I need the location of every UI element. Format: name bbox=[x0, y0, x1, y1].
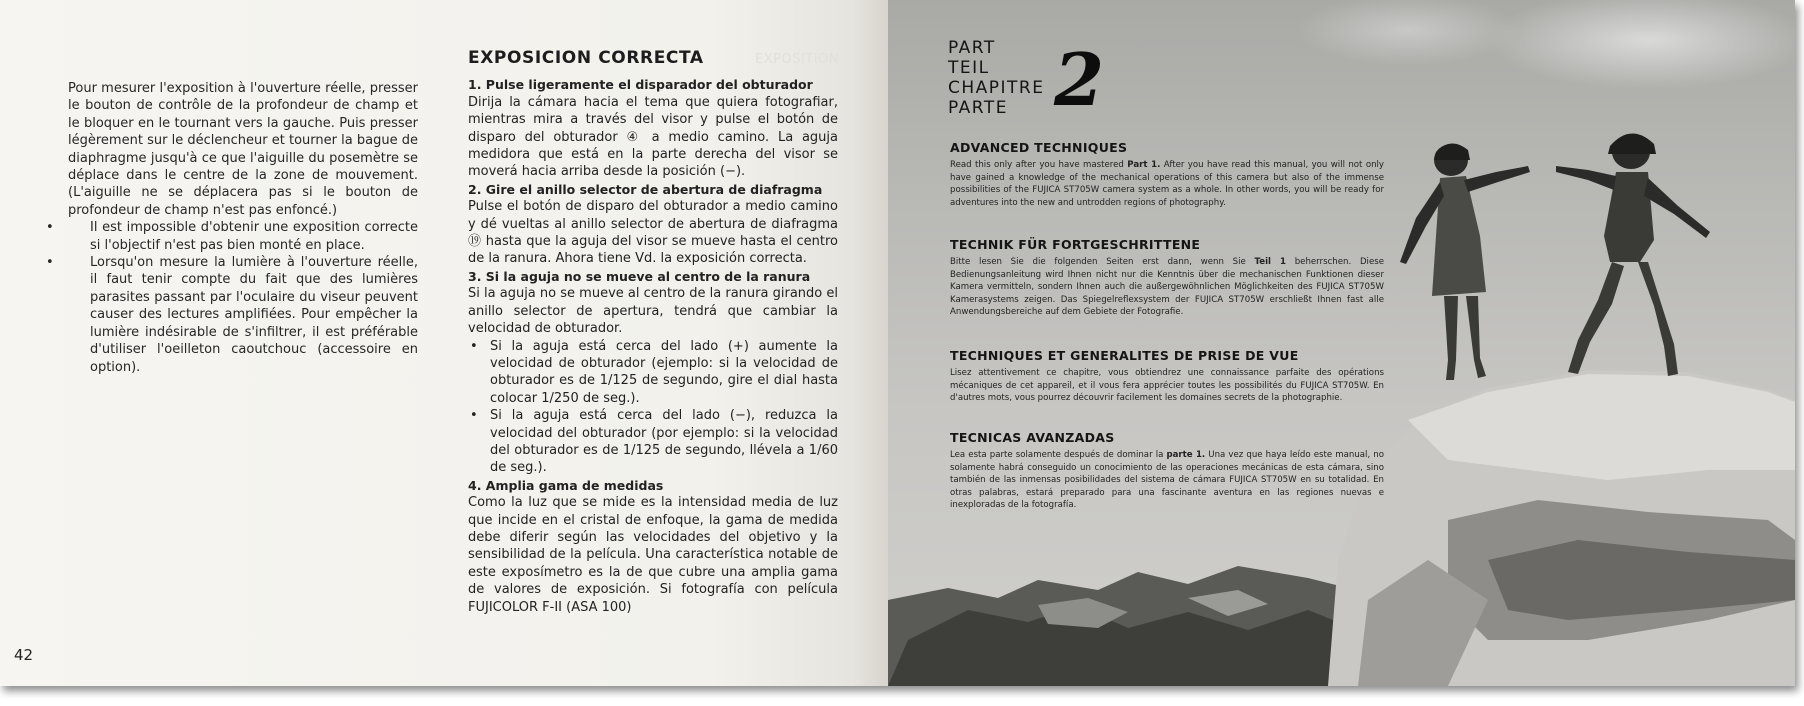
show-through-heading: EXPOSITION bbox=[755, 52, 840, 67]
step-1-title: 1. Pulse ligeramente el disparador del obturador bbox=[468, 77, 813, 93]
section-text bbox=[950, 159, 1384, 209]
part-label-es: PARTE bbox=[948, 98, 1008, 118]
section-text bbox=[950, 256, 1384, 319]
step-3-title: 3. Si la aguja no se mueve al centro de la ranura bbox=[468, 268, 811, 284]
spanish-column bbox=[468, 50, 838, 616]
section-advanced-techniques bbox=[950, 140, 1384, 209]
part-label-de: TEIL bbox=[948, 58, 990, 78]
step-2-text: Pulse el botón de disparo del obturador a medio camino y dé vueltas al anillo selector de abertura de diafragma ⑲ hasta que la aguja del visor se mueve hasta el centro de la ranura. Ahora tiene Vd. la exposición correcta. bbox=[468, 199, 838, 267]
section-text-bold: parte 1. bbox=[1166, 450, 1206, 460]
section-text-part: After you have read this manual, you will not only have gained a knowledge of the mechanical operations of this camera but also of the immense possibilities of the FUJICA ST705W camera system as a whole. In other words, you will be ready for adventures into the new and untrodden regions of photography. bbox=[950, 160, 1384, 208]
french-column bbox=[68, 80, 418, 376]
step-1-text: Dirija la cámara hacia el tema que quiera fotografiar, mientras mira a través del visor y pulse el botón de disparo del obturador ④ a medio camino. La aguja medidora que está en la parte derecha del visor se moverá hacia arriba desde la posición (−). bbox=[468, 94, 838, 180]
section-text-bold: Teil 1 bbox=[1254, 257, 1286, 267]
section-tecnicas-avanzadas bbox=[950, 430, 1384, 512]
french-bullet-item: • Il est impossible d'obtenir une exposition correcte si l'objectif n'est pas bien monté en place. bbox=[68, 219, 418, 254]
section-technik-fortgeschrittene bbox=[950, 237, 1384, 319]
step-3-bullet-list bbox=[468, 338, 838, 477]
step-3-bullet-item: • Si la aguja está cerca del lado (−), reduzca la velocidad del obturador (por ejemplo: si la velocidad del obturador es de 1/125 de segundo, llévela a 1/60 de seg.). bbox=[468, 407, 838, 477]
step-4-title: 4. Amplia gama de medidas bbox=[468, 477, 664, 493]
section-text bbox=[950, 449, 1384, 512]
section-text-part: Una vez que haya leído este manual, no solamente habrá conseguido un conocimiento de las operaciones mecánicas de esta cámara, sino también de las inmensas posibilidades del sistema de cámara FUJICA ST705W en su totalidad. En otras palabras, estará preparado para una fascinante aventura en las regiones nuevas e inexploradas de la fotografía. bbox=[950, 450, 1384, 511]
french-bullet-list bbox=[68, 219, 418, 376]
french-bullet-item: • Lorsqu'on mesure la lumière à l'ouverture réelle, il faut tenir compte du fait que des lumières parasites passant par l'oculaire du viseur peuvent causer des lectures amplifiées. Pour empêcher la lumière indésirable de s'infiltrer, il est préférable d'utiliser l'oeilleton caoutchouc (accessoire en option). bbox=[68, 254, 418, 376]
section-text bbox=[950, 367, 1384, 405]
part-label-en: PART bbox=[948, 38, 996, 58]
section-title: TECHNIK FÜR FORTGESCHRITTENE bbox=[950, 237, 1201, 252]
step-2-title: 2. Gire el anillo selector de abertura de diafragma bbox=[468, 181, 823, 197]
step-3-bullet-item: • Si la aguja está cerca del lado (+) aumente la velocidad de obturador (ejemplo: si la velocidad de obturador es de 1/125 de segundo, gire el dial hasta colocar 1/250 de seg.). bbox=[468, 338, 838, 408]
part-label-fr: CHAPITRE bbox=[948, 78, 1045, 98]
left-page bbox=[0, 0, 888, 686]
section-title: ADVANCED TECHNIQUES bbox=[950, 140, 1128, 155]
right-page-photo bbox=[888, 0, 1795, 686]
section-title: TECNICAS AVANZADAS bbox=[950, 430, 1115, 445]
section-techniques-generalites bbox=[950, 348, 1384, 405]
step-4-text: Como la luz que se mide es la intensidad media de luz que incide en el cristal de enfoque, la gama de medida debe diferir según las velocidades del objetivo y la sensibilidad de la película. Una característica notable de este exposímetro es la de que cubre una amplia gama de valores de exposición. Si fotografía con película FUJICOLOR F-II (ASA 100) bbox=[468, 495, 838, 615]
section-text-part: Lea esta parte solamente después de dominar la bbox=[950, 450, 1167, 460]
page-number: 42 bbox=[14, 646, 34, 664]
part-labels bbox=[948, 38, 1045, 118]
section-text-part: beherrschen. Diese Bedienungsanleitung wird Ihnen nicht nur die Kenntnis über die mechanischen Funktionen dieser Kamera vermitteln, sondern Ihnen auch die außergewöhnlichen Möglichkeiten des FUJICA ST705W Kamerasystems zeigen. Das Spiegelreflexsystem der FUJICA ST705W erschließt Ihnen fast alle Anwendungsbereiche auf dem Gebiete der Fotografie. bbox=[950, 257, 1385, 318]
section-text-part: Lisez attentivement ce chapitre, vous obtiendrez une connaissance parfaite des opérations mécaniques de cet appareil, et il vous fera apprécier toutes les possibilités du FUJICA ST705W. En d'autres mots, vous pourrez découvrir facilement les domaines secrets de la photographie. bbox=[950, 368, 1384, 404]
section-heading: EXPOSICION CORRECTA bbox=[468, 48, 704, 68]
section-title: TECHNIQUES ET GENERALITES DE PRISE DE VUE bbox=[950, 348, 1299, 363]
section-text-bold: Part 1. bbox=[1127, 160, 1161, 170]
section-text-part: Bitte lesen Sie die folgenden Seiten erst dann, wenn Sie bbox=[950, 257, 1255, 267]
section-text-part: Read this only after you have mastered bbox=[950, 160, 1128, 170]
french-intro-paragraph: Pour mesurer l'exposition à l'ouverture réelle, presser le bouton de contrôle de la profondeur de champ et le bloquer en le tournant vers la gauche. Puis presser légèrement sur le déclencheur et tourner la bague de diaphragme jusqu'à ce que l'aiguille du posemètre se déplace dans le centre de la zone de mouvement. (L'aiguille ne se déplacera pas si le bouton de profondeur de champ n'est pas enfoncé.) bbox=[68, 81, 418, 218]
part-number: 2 bbox=[1054, 37, 1105, 122]
step-3-text: Si la aguja no se mueve al centro de la ranura girando el anillo selector de apertura, tendrá que cambiar la velocidad de obturador. bbox=[468, 286, 838, 337]
